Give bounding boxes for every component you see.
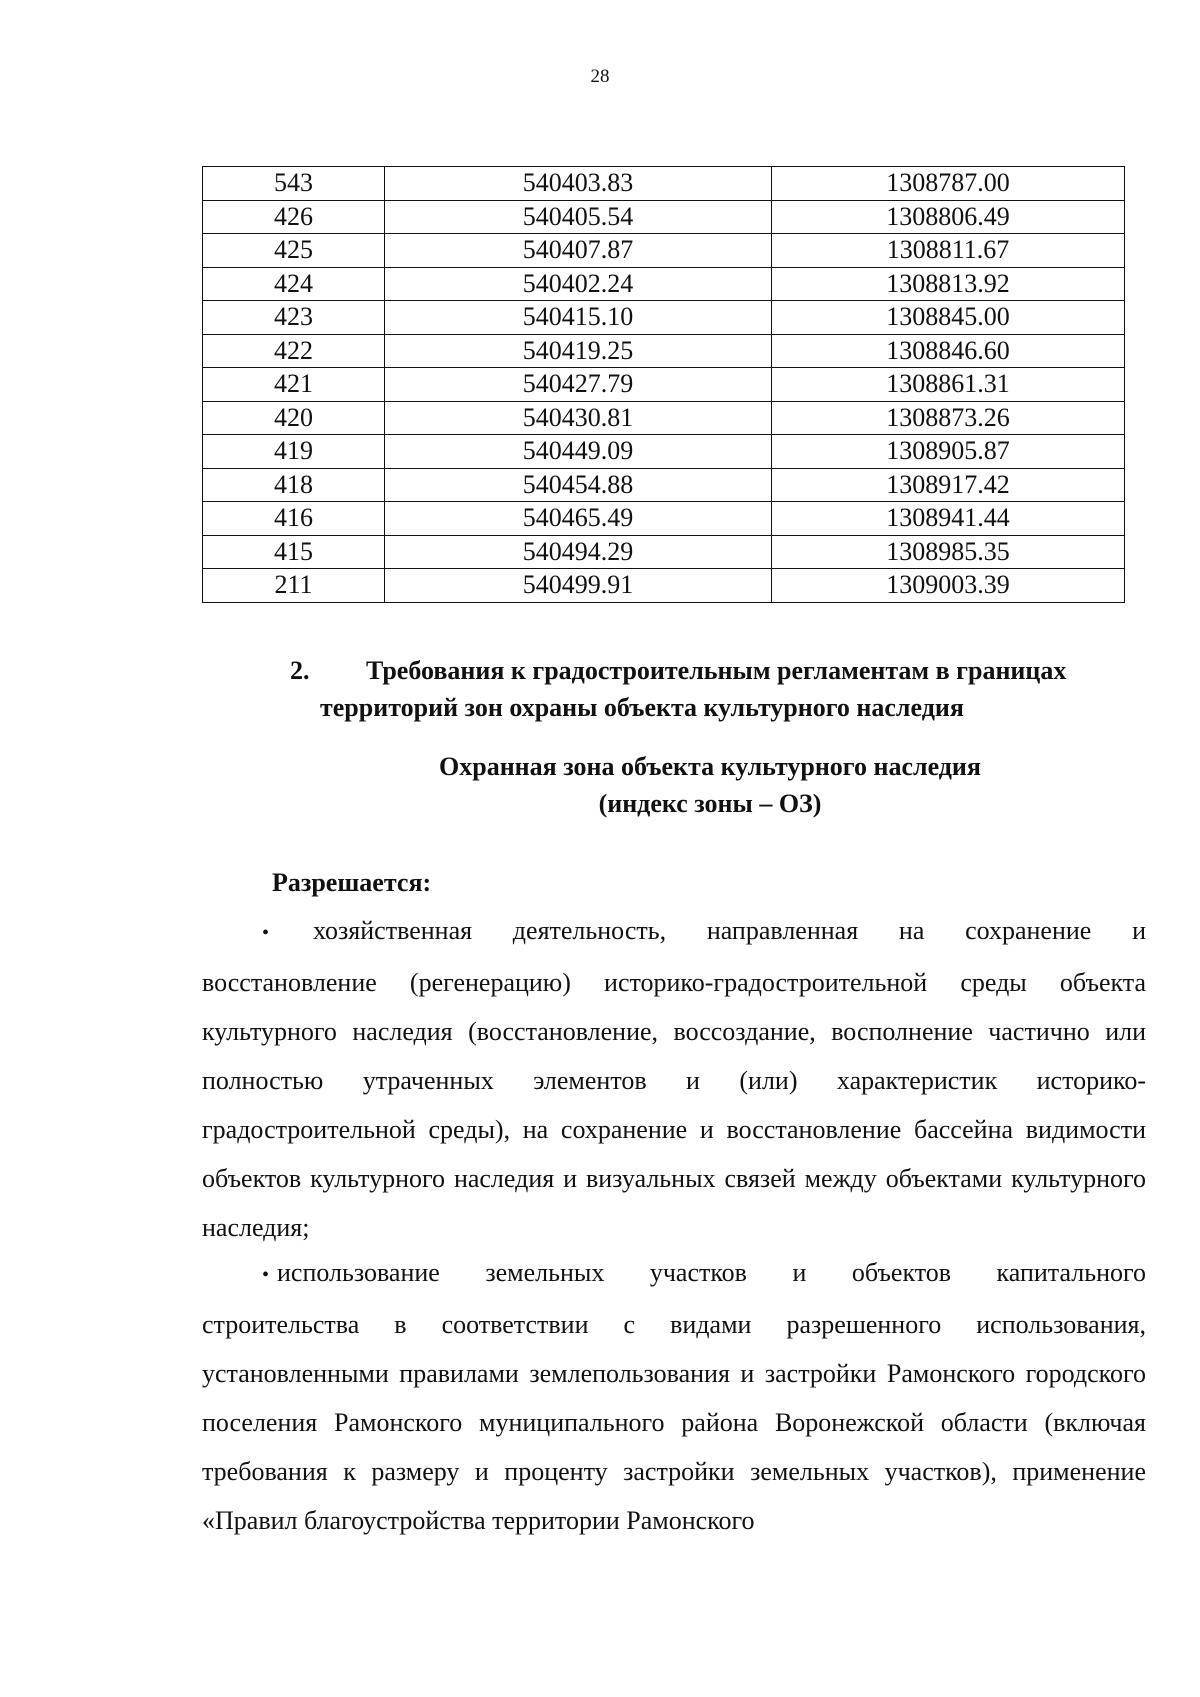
allowed-item-2 [202,1248,1146,1545]
x-coordinate-cell: 540403.83 [385,167,772,201]
y-coordinate-cell: 1308813.92 [772,267,1125,301]
x-coordinate-cell: 540407.87 [385,234,772,268]
allowed-label: Разрешается: [272,868,432,897]
x-coordinate-cell: 540430.81 [385,401,772,435]
x-coordinate-cell: 540405.54 [385,200,772,234]
y-coordinate-cell: 1308846.60 [772,334,1125,368]
table-row [203,468,1125,502]
table-row [203,401,1125,435]
point-number-cell: 425 [203,234,385,268]
page-number: 28 [590,66,610,87]
coordinates-table [202,166,1125,603]
table-row [203,200,1125,234]
y-coordinate-cell: 1308861.31 [772,368,1125,402]
point-number-cell: 420 [203,401,385,435]
bullet-icon: • [262,921,270,944]
table-row [203,267,1125,301]
zone-title-line2: (индекс зоны – ОЗ) [598,789,822,818]
table-row [203,569,1125,603]
zone-title-line1: Охранная зона объекта культурного наследия [439,752,981,781]
allowed-item-1-lead: хозяйственная деятельность, направленная на сохранение и [313,916,1146,945]
y-coordinate-cell: 1309003.39 [772,569,1125,603]
allowed-item-2-first-line [202,1248,1146,1300]
y-coordinate-cell: 1308845.00 [772,301,1125,335]
x-coordinate-cell: 540499.91 [385,569,772,603]
y-coordinate-cell: 1308806.49 [772,200,1125,234]
x-coordinate-cell: 540494.29 [385,535,772,569]
allowed-item-1-text: восстановление (регенерацию) историко-градостроительной среды объекта культурного наследия (восстановление, воссоздание, восполнение частично или полностью утраченных элементов и (или) характеристик историко-градостроительной среды), на сохранение и восстановление бассейна видимости объектов культурного наследия и визуальных связей между объектами культурного наследия; [202,967,1146,1242]
allowed-item-1 [202,906,1146,1252]
y-coordinate-cell: 1308905.87 [772,435,1125,469]
point-number-cell: 418 [203,468,385,502]
y-coordinate-cell: 1308873.26 [772,401,1125,435]
table-row [203,301,1125,335]
point-number-cell: 416 [203,502,385,536]
table-row [203,502,1125,536]
x-coordinate-cell: 540449.09 [385,435,772,469]
point-number-cell: 423 [203,301,385,335]
y-coordinate-cell: 1308941.44 [772,502,1125,536]
coordinates-table-body [203,167,1125,603]
x-coordinate-cell: 540454.88 [385,468,772,502]
x-coordinate-cell: 540465.49 [385,502,772,536]
table-row [203,435,1125,469]
x-coordinate-cell: 540402.24 [385,267,772,301]
point-number-cell: 211 [203,569,385,603]
y-coordinate-cell: 1308917.42 [772,468,1125,502]
x-coordinate-cell: 540427.79 [385,368,772,402]
point-number-cell: 424 [203,267,385,301]
x-coordinate-cell: 540415.10 [385,301,772,335]
table-row [203,334,1125,368]
table-row [203,234,1125,268]
y-coordinate-cell: 1308811.67 [772,234,1125,268]
bullet-icon: • [262,1263,270,1286]
y-coordinate-cell: 1308787.00 [772,167,1125,201]
table-row [203,167,1125,201]
section-heading [290,652,1140,726]
x-coordinate-cell: 540419.25 [385,334,772,368]
table-row [203,368,1125,402]
point-number-cell: 543 [203,167,385,201]
point-number-cell: 419 [203,435,385,469]
section-title-line1: Требования к градостроительным регламентам в границах [366,656,1067,685]
zone-title [300,748,1120,822]
point-number-cell: 422 [203,334,385,368]
table-row [203,535,1125,569]
allowed-item-1-first-line [202,906,1146,958]
section-title-line2: территорий зон охраны объекта культурного наследия [320,693,964,722]
section-heading-line1 [290,652,1140,689]
y-coordinate-cell: 1308985.35 [772,535,1125,569]
allowed-item-2-lead: использование земельных участков и объектов капитального [277,1258,1146,1287]
allowed-item-2-text: строительства в соответствии с видами разрешенного использования, установленными правилами землепользования и застройки Рамонского городского поселения Рамонского муниципального района Воронежской области (включая требования к размеру и проценту застройки земельных участков), применение «Правил благоустройства территории Рамонского [202,1309,1146,1535]
point-number-cell: 421 [203,368,385,402]
point-number-cell: 415 [203,535,385,569]
point-number-cell: 426 [203,200,385,234]
section-number: 2. [290,656,310,685]
